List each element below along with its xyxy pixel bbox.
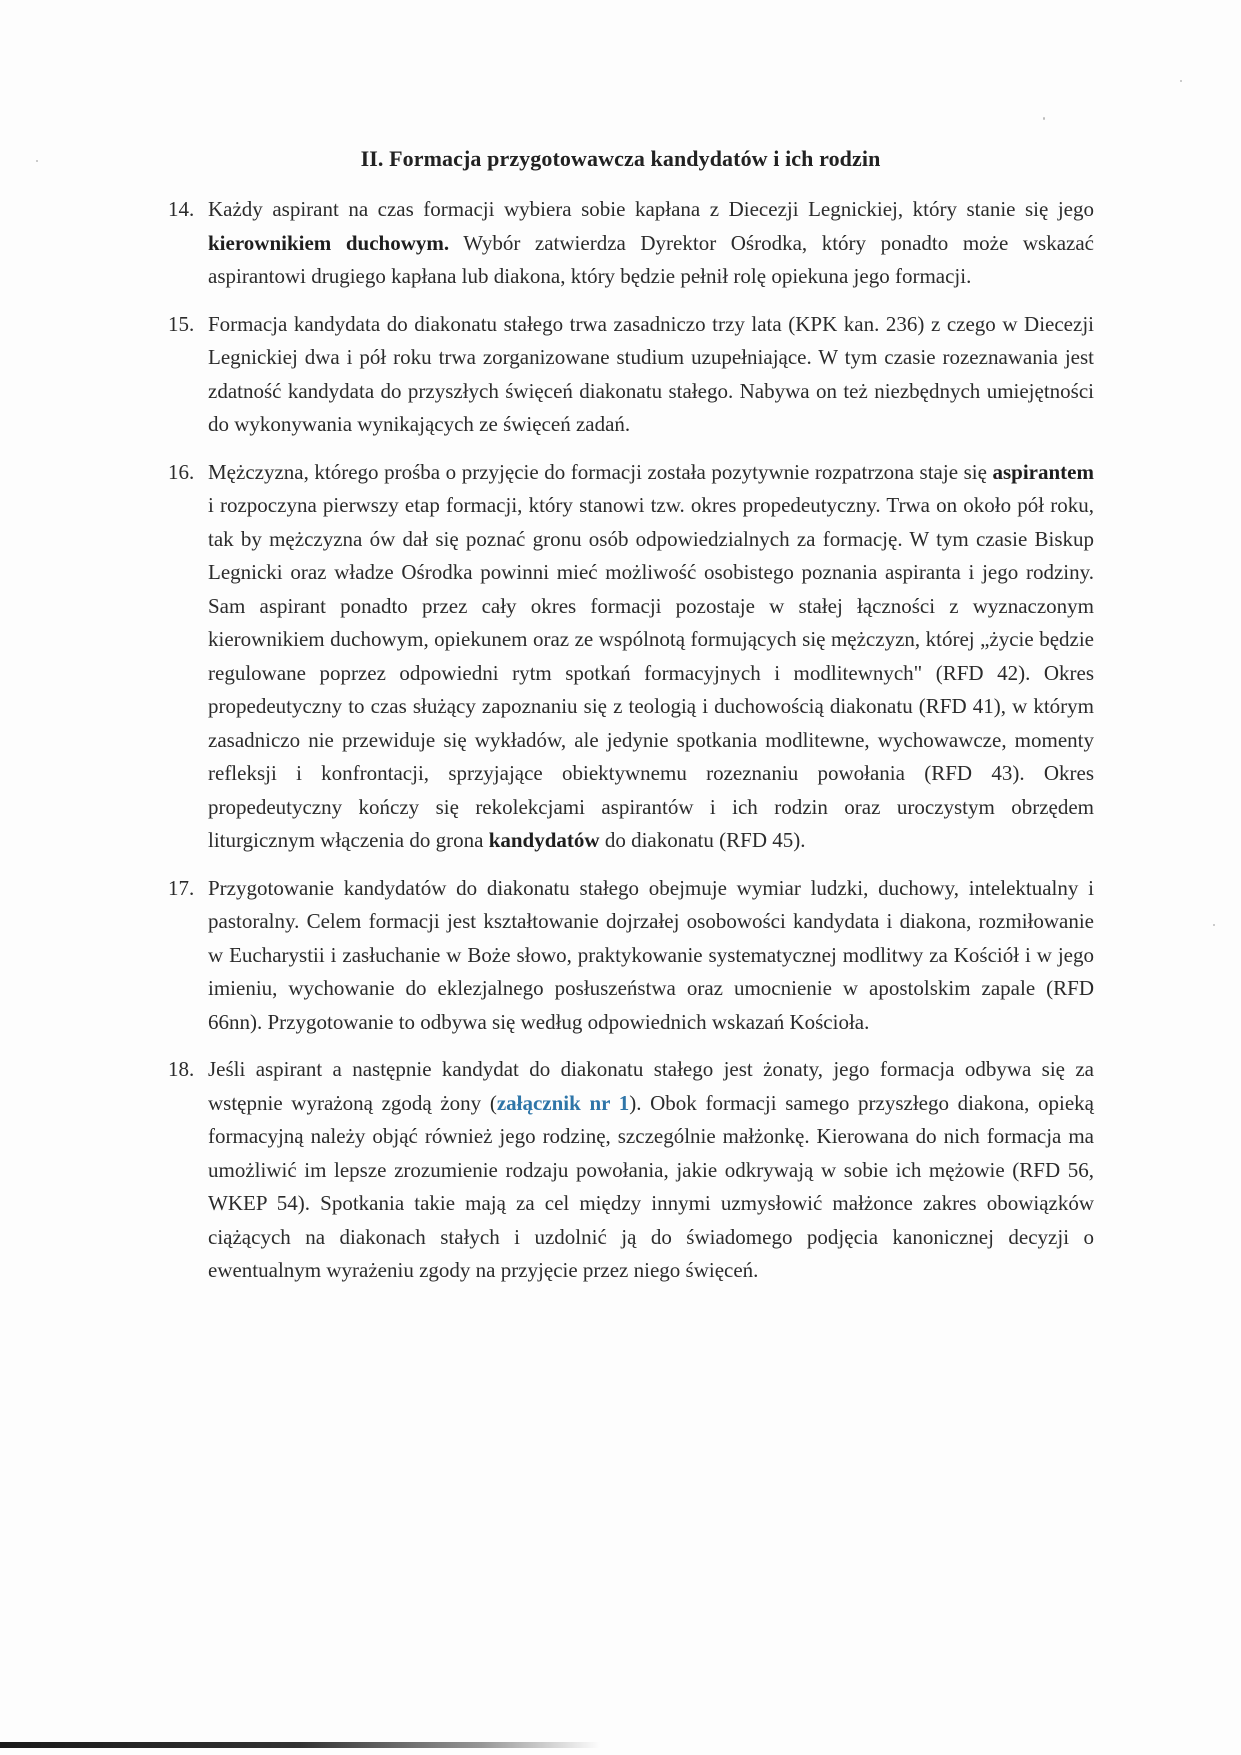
text-run: i rozpoczyna pierwszy etap formacji, który stanowi tzw. okres propedeutyczny. Trwa on około pół roku, tak by mężczyzna ów dał się poznać gronu osób odpowiedzialnych za formację. W tym czasie Biskup Legnicki oraz władze Ośrodka powinni mieć możliwość osobistego poznania aspiranta i jego rodziny. Sam aspirant ponadto przez cały okres formacji pozostaje w stałej łączności z wyznaczonym kierownikiem duchowym, opiekunem oraz ze wspólnotą formujących się mężczyzn, której „życie będzie regulowane poprzez odpowiedni rytm spotkań formacyjnych i modlitewnych" (RFD 42). Okres propedeutyczny to czas służący zapoznaniu się z teologią i duchowością diakonatu (RFD 41), w którym zasadniczo nie przewiduje się wykładów, ale jedynie spotkania modlitewne, wychowawcze, momenty refleksji i konfrontacji, sprzyjające obiektywnemu rozeznaniu powołania (RFD 43). Okres propedeutyczny kończy się rekolekcjami aspirantów i ich rodzin oraz uroczystym obrzędem liturgicznym włączenia do grona [208,493,1094,852]
paragraph-16 [168,456,1094,858]
text-run: Jeśli aspirant a następnie kandydat do diakonatu stałego jest żonaty, jego formacja odbywa się za wstępnie wyrażoną zgodą żony ( [208,1057,1094,1115]
numbered-paragraph-list [168,193,1094,1302]
section-heading: II. Formacja przygotowawcza kandydatów i ich rodzin [360,146,881,171]
text-run: Mężczyzna, którego prośba o przyjęcie do formacji została pozytywnie rozpatrzona staje się [208,459,993,484]
attachment-1-link[interactable]: załącznik nr 1 [496,1090,630,1115]
paragraph-14 [168,193,1094,294]
paragraph-18 [168,1053,1094,1288]
paragraph-number: 15. [168,311,195,336]
text-run: Przygotowanie kandydatów do diakonatu stałego obejmuje wymiar ludzki, duchowy, intelektualny i pastoralny. Celem formacji jest kształtowanie dojrzałej osobowości kandydata i diakona, rozmiłowanie w Eucharystii i zasłuchanie w Boże słowo, praktykowanie systematycznej modlitwy za Kościół i w jego imieniu, wychowanie do eklezjalnego posłuszeństwa oraz umocnienie w apostolskim zapale (RFD 66nn). Przygotowanie to odbywa się według odpowiednich wskazań Kościoła. [208,875,1094,1034]
paragraph-text [208,308,1094,442]
scan-speck [1180,80,1182,82]
paragraph-text [208,456,1094,858]
text-run: Każdy aspirant na czas formacji wybiera sobie kapłana z Diecezji Legnickiej, który stanie się jego [208,197,1094,221]
text-run: Wybór zatwierdza Dyrektor Ośrodka, który ponadto może wskazać aspirantowi drugiego kapłana lub diakona, który będzie pełnił rolę opiekuna jego formacji. [208,230,1094,288]
scan-speck [36,160,38,162]
scan-speck [1043,117,1045,120]
text-run: ). Obok formacji samego przyszłego diakona, opieką formacyjną należy objąć również jego rodzinę, szczególnie małżonkę. Kierowana do nich formacja ma umożliwić im lepsze zrozumienie rodzaju powołania, jakie odkrywają w sobie ich mężowie (RFD 56, WKEP 54). Spotkania takie mają za cel między innymi uzmysłowić małżonce zakres obowiązków ciążących na diakonach stałych i uzdolnić ją do świadomego podjęcia kanonicznej decyzji o ewentualnym wyrażeniu zgody na przyjęcie przez niego święceń. [208,1090,1094,1282]
paragraph-text [208,193,1094,294]
paragraph-number: 16. [168,459,195,484]
paragraph-15 [168,308,1094,442]
text-run: Formacja kandydata do diakonatu stałego trwa zasadniczo trzy lata (KPK kan. 236) z czego w Diecezji Legnickiej dwa i pół roku trwa zorganizowane studium uzupełniające. W tym czasie rozeznawania jest zdatność kandydata do przyszłych święceń diakonatu stałego. Nabywa on też niezbędnych umiejętności do wykonywania wynikających ze święceń zadań. [208,311,1094,436]
bold-term-candidates: kandydatów [488,828,600,852]
paragraph-number: 14. [168,197,195,221]
scan-speck [1213,924,1215,926]
paragraph-number: 17. [168,875,195,900]
paragraph-number: 18. [168,1057,195,1081]
scan-bottom-edge [0,1742,600,1748]
bold-term-aspirant: aspirantem [992,459,1094,484]
paragraph-17 [168,872,1094,1040]
paragraph-text [208,872,1094,1040]
bold-term-spiritual-director: kierownikiem duchowym. [208,230,450,255]
text-run: do diakonatu (RFD 45). [599,828,806,852]
paragraph-text [208,1053,1094,1288]
